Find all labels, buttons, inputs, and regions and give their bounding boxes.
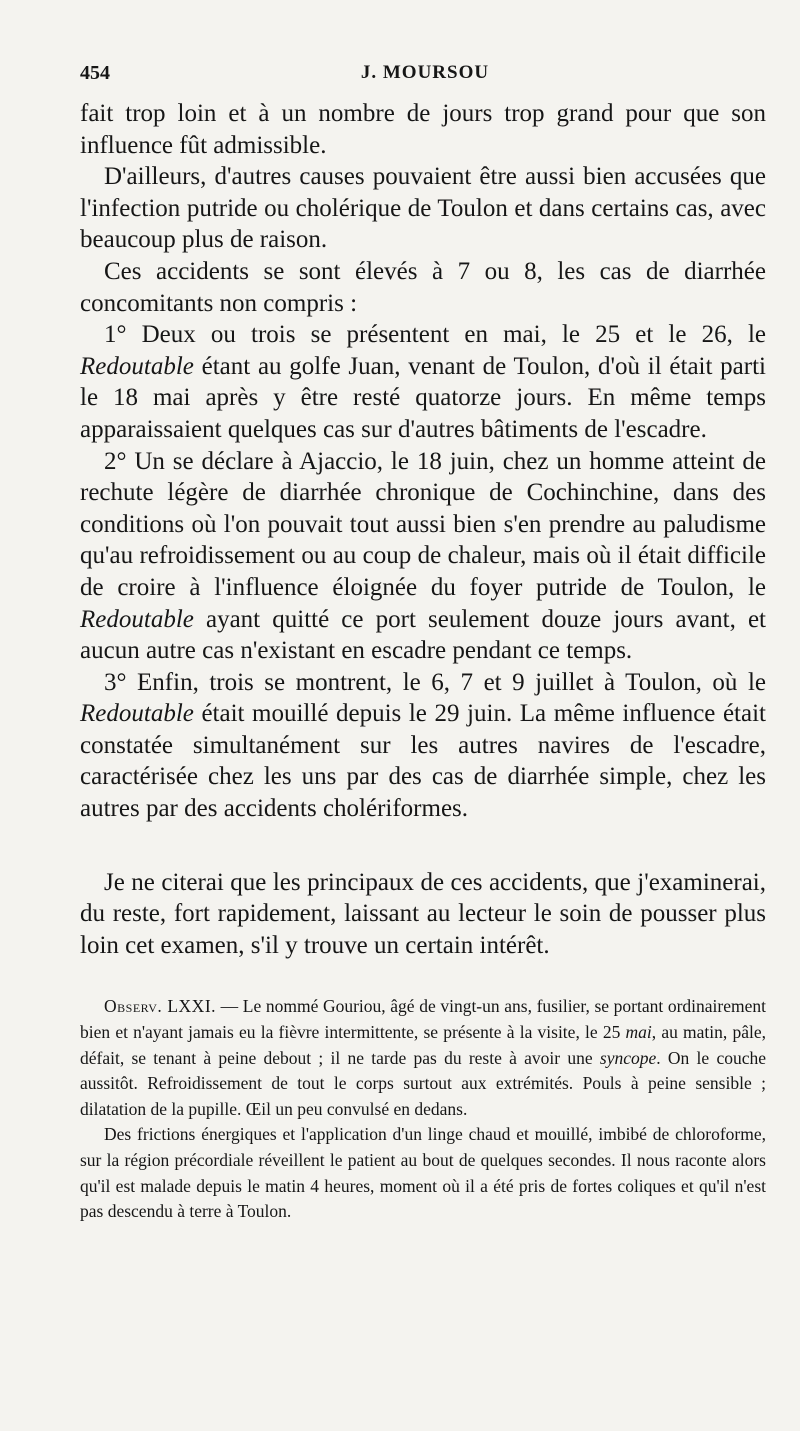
paragraph-item-2 bbox=[80, 446, 766, 667]
item-2-text-a: 2° Un se déclare à Ajaccio, le 18 juin, chez un homme atteint de rechute légère de diarrhée chronique de Cochinchine, dans des conditions où l'on pouvait tout aussi bien s'en prendre au paludisme qu'au refroidissement ou au coup de chaleur, mais où il était difficile de croire à l'influence éloignée du foyer putride de Toulon, le bbox=[80, 447, 766, 601]
ship-name: Redoutable bbox=[80, 352, 194, 380]
ship-name: Redoutable bbox=[80, 700, 194, 728]
running-title: J. MOURSOU bbox=[360, 62, 490, 83]
observation-month: mai bbox=[625, 1022, 652, 1043]
observation-treatment-paragraph: Des frictions énergiques et l'application d'un linge chaud et mouillé, imbibé de chloroforme, sur la région précordiale réveillent le patient au bout de quelques secondes. Il nous raconte alors qu'il est malade depuis le matin 4 heures, moment où il a été pris de fortes coliques et qu'il n'est pas descendu à terre à Toulon. bbox=[80, 1124, 766, 1222]
item-1-text-b: étant au golfe Juan, venant de Toulon, d'où il était parti le 18 mai après y être resté quatorze jours. En même temps apparaissaient quelques cas sur d'autres bâtiments de l'escadre. bbox=[80, 352, 766, 443]
observation-text-b: , au matin, pâle, défait, se tenant à peine debout ; il ne tarde pas du reste à avoir une bbox=[80, 1022, 766, 1068]
observation-paragraph bbox=[80, 994, 766, 1122]
body-text bbox=[80, 98, 766, 1225]
ship-name: Redoutable bbox=[80, 605, 194, 633]
paragraph-accident-count: Ces accidents se sont élevés à 7 ou 8, les cas de diarrhée concomitants non compris : bbox=[80, 257, 766, 317]
item-3-text-a: 3° Enfin, trois se montrent, le 6, 7 et 9 juillet à Toulon, où le bbox=[104, 668, 766, 696]
page-number: 454 bbox=[80, 62, 110, 84]
section-gap bbox=[80, 961, 766, 994]
section-gap bbox=[80, 825, 766, 867]
paragraph-examination: Je ne citerai que les principaux de ces accidents, que j'examinerai, du reste, fort rapidement, laissant au lecteur le soin de pousser plus loin cet examen, s'il y trouve un certain intérêt. bbox=[80, 868, 766, 959]
paragraph-item-1 bbox=[80, 319, 766, 445]
item-1-text-a: 1° Deux ou trois se présentent en mai, le 25 et le 26, le bbox=[104, 321, 766, 349]
observation-text-c: . On le couche aussitôt. Refroidissement de tout le corps surtout aux extrémités. Pouls à peine sensible ; dilatation de la pupille. Œil un peu convulsé en dedans. bbox=[80, 1047, 766, 1119]
observation-label: Observ. LXXI. bbox=[104, 996, 217, 1017]
running-head bbox=[80, 62, 770, 88]
item-3-text-b: était mouillé depuis le 29 juin. La même influence était constatée simultanément sur les autres navires de l'escadre, caractérisée chez les uns par des cas de diarrhée simple, chez les autres par des accidents cholériformes. bbox=[80, 700, 766, 823]
observation-term: syncope bbox=[599, 1047, 657, 1068]
paragraph-continued: fait trop loin et à un nombre de jours trop grand pour que son influence fût admissible. bbox=[80, 100, 766, 159]
paragraph-other-causes: D'ailleurs, d'autres causes pouvaient être aussi bien accusées que l'infection putride ou cholérique de Toulon et dans certains cas, avec beaucoup plus de raison. bbox=[80, 163, 766, 254]
paragraph-item-3 bbox=[80, 667, 766, 825]
observation-text-a: — Le nommé Gouriou, âgé de vingt-un ans, fusilier, se portant ordinairement bien et n'ayant jamais eu la fièvre intermittente, se présente à la visite, le 25 bbox=[80, 996, 766, 1043]
item-2-text-b: ayant quitté ce port seulement douze jours avant, et aucun autre cas n'existant en escadre pendant ce temps. bbox=[80, 605, 766, 665]
